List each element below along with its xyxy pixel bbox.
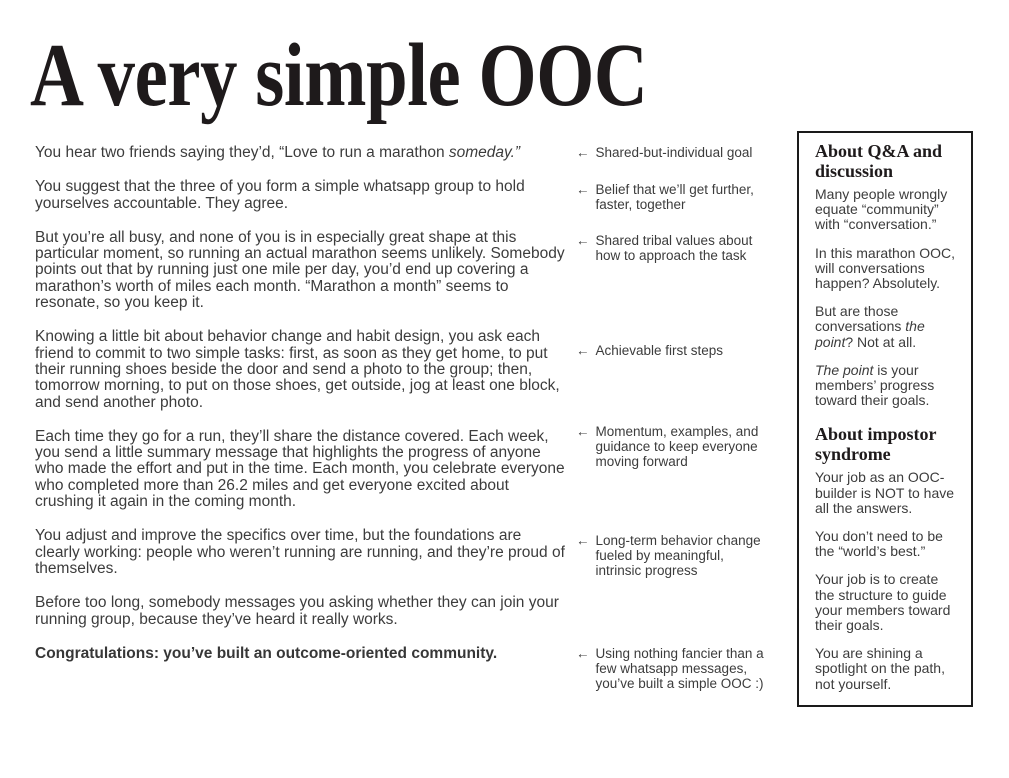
annotation-text: Shared-but-individual goal bbox=[595, 145, 753, 160]
annotation-text: Achievable first steps bbox=[595, 343, 724, 358]
sidebar-note-text: But are those conversations bbox=[815, 303, 906, 335]
annotation-item bbox=[576, 344, 772, 359]
annotation-text: Belief that we’ll get further, faster, together bbox=[595, 182, 754, 212]
story-paragraph bbox=[35, 145, 570, 161]
sidebar-note-italic: the point bbox=[815, 318, 925, 350]
annotation-item bbox=[576, 534, 772, 578]
annotation-text: Shared tribal values about how to approach the task bbox=[595, 233, 753, 263]
annotation-text: Momentum, examples, and guidance to keep everyone moving forward bbox=[595, 424, 759, 469]
left-arrow-icon: ← bbox=[576, 646, 590, 661]
sidebar-note: Your job as an OOC-builder is NOT to have all the answers. bbox=[815, 469, 955, 516]
story-paragraph: You suggest that the three of you form a simple whatsapp group to hold yourselves accountable. They agree. bbox=[35, 178, 525, 212]
sidebar-note: You don’t need to be the “world’s best.” bbox=[815, 528, 943, 560]
sidebar-note: Many people wrongly equate “community” with “conversation.” bbox=[815, 186, 948, 233]
sidebar-note-text: ? Not at all. bbox=[845, 333, 917, 350]
sidebar-note bbox=[815, 304, 957, 350]
sidebar-box bbox=[797, 131, 973, 707]
left-arrow-icon: ← bbox=[576, 182, 590, 197]
annotation-item bbox=[576, 234, 772, 264]
sidebar-note-text: is your members’ progress toward their goals. bbox=[815, 361, 935, 409]
page-title: A very simple OOC bbox=[30, 26, 648, 125]
sidebar-note-italic: The point bbox=[815, 361, 874, 378]
story-paragraph: You adjust and improve the specifics over time, but the foundations are clearly working: people who weren’t running are running, and they’re proud of themselves. bbox=[35, 527, 565, 577]
story-text-italic: someday.” bbox=[448, 144, 521, 161]
annotation-item bbox=[576, 647, 772, 691]
story-column bbox=[35, 145, 570, 680]
story-paragraph: Before too long, somebody messages you asking whether they can join your running group, because they’ve heard it really works. bbox=[35, 594, 559, 628]
sidebar-note bbox=[815, 363, 957, 409]
story-paragraph: Each time they go for a run, they’ll share the distance covered. Each week, you send a little summary message that highlights the progress of anyone who made the effort and put in the time. Each month, you celebrate everyone who completed more than 26.2 miles and get everyone excited about crushing it again in the coming month. bbox=[35, 427, 565, 511]
left-arrow-icon: ← bbox=[576, 533, 590, 548]
left-arrow-icon: ← bbox=[576, 233, 590, 248]
annotation-item bbox=[576, 146, 772, 161]
story-paragraph: But you’re all busy, and none of you is in especially great shape at this particular moment, so running an actual marathon seems unlikely. Somebody points out that by running just one mile per day, you’d end up covering a marathon’s worth of miles each month. “Marathon a month” seems to resonate, so you keep it. bbox=[35, 228, 565, 312]
annotation-text: Using nothing fancier than a few whatsapp messages, you’ve built a simple OOC :) bbox=[595, 646, 764, 691]
story-conclusion: Congratulations: you’ve built an outcome-oriented community. bbox=[35, 644, 498, 662]
annotation-text: Long-term behavior change fueled by meaningful, intrinsic progress bbox=[595, 533, 761, 578]
story-paragraph: Knowing a little bit about behavior change and habit design, you ask each friend to commit to two simple tasks: first, as soon as they get home, to put their running shoes beside the door and send a photo to the group; then, tomorrow morning, to put on those shoes, get outside, jog at least one block, and send another photo. bbox=[35, 328, 560, 411]
sidebar-heading-impostor: About impostor syndrome bbox=[815, 424, 937, 465]
sidebar-note: In this marathon OOC, will conversations happen? Absolutely. bbox=[815, 244, 956, 292]
left-arrow-icon: ← bbox=[576, 145, 590, 160]
sidebar-note: You are shining a spotlight on the path, not yourself. bbox=[815, 645, 945, 692]
annotation-item bbox=[576, 183, 772, 213]
sidebar-heading-qa: About Q&A and discussion bbox=[815, 141, 943, 181]
sidebar-note: Your job is to create the structure to guide your members toward their goals. bbox=[815, 571, 951, 634]
left-arrow-icon: ← bbox=[576, 343, 590, 358]
annotation-item bbox=[576, 425, 772, 469]
left-arrow-icon: ← bbox=[576, 424, 590, 439]
story-text: You hear two friends saying they’d, “Love to run a marathon bbox=[35, 144, 449, 161]
